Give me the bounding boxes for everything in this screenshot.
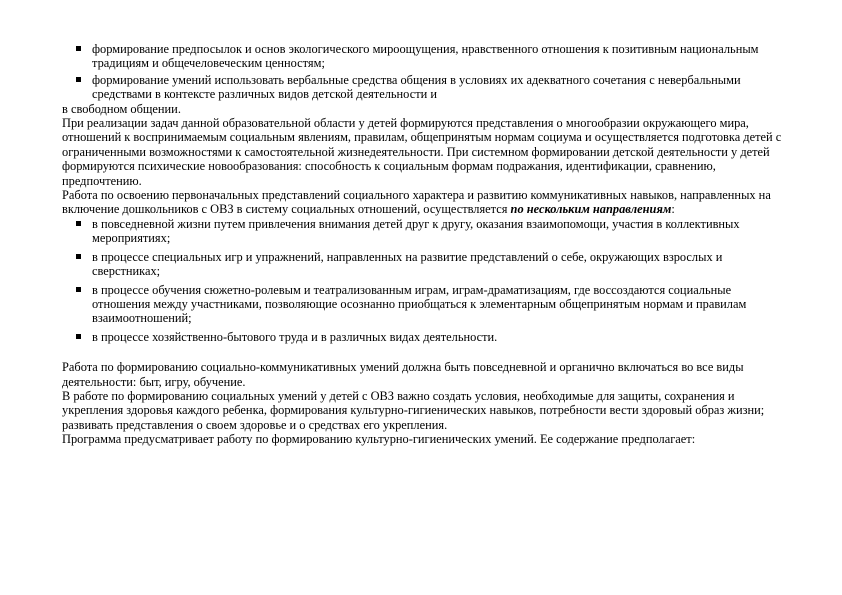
bullet-item (62, 330, 788, 344)
paragraph-health: В работе по формированию социальных умений у детей с ОВЗ важно создать условия, необходимые для защиты, сохранения и укрепления здоровья каждого ребенка, формирования культурно-гигиенических навыков, потребности вести здоровый образ жизни; развивать представления о своем здоровье и о средствах его укрепления. (62, 388, 765, 432)
bullet-item (62, 73, 788, 102)
bullet-text: в процессе хозяйственно-бытового труда и в различных видах деятельности. (92, 329, 498, 344)
bullet-text: формирование предпосылок и основ экологического мироощущения, нравственного отношения к позитивным национальным традициям и общечеловеческим ценностям; (92, 42, 759, 71)
paragraph-text: Работа по освоению первоначальных представлений социального характера и развитию коммуникативных навыков, направленных на включение дошкольников с ОВЗ в систему социальных отношений, осуществляется (62, 188, 771, 217)
emphasis-text: по нескольким направлениям (510, 202, 672, 217)
bullet-text: в повседневной жизни путем привлечения внимания детей друг к другу, оказания взаимопомощи, участия в коллективных мероприятиях; (92, 216, 740, 246)
square-bullet-icon (76, 77, 81, 82)
paragraph-text: : (671, 202, 675, 217)
bullet-text: в процессе специальных игр и упражнений, направленных на развитие представлений о себе, окружающих взрослых и сверстниках; (92, 249, 723, 279)
bullet-text: в процессе обучения сюжетно-ролевым и театрализованным играм, играм-драматизациям, где воссоздаются социальные отношения между участниками, позволяющие осознанно приобщаться к элементарным общепринятым нормам и правилам взаимоотношений; (92, 282, 747, 326)
paragraph-program: Программа предусматривает работу по формированию культурно-гигиенических умений. Ее содержание предполагает: (62, 432, 696, 447)
bullet-item (62, 42, 788, 71)
bullet-item (62, 283, 788, 326)
square-bullet-icon (76, 334, 81, 339)
blank-line (62, 344, 788, 360)
square-bullet-icon (76, 254, 81, 259)
bullet-item (62, 250, 788, 279)
square-bullet-icon (76, 46, 81, 51)
paragraph-continuation: в свободном общении. (62, 101, 181, 116)
paragraph-realization: При реализации задач данной образовательной области у детей формируются представления о многообразии окружающего мира, отношений к воспринимаемым социальным явлениям, правилам, общепринятым нормам социума и осуществляется подготовка детей с ограниченными возможностями к самостоятельной жизнедеятельности. При системном формировании детской деятельности у детей формируются психические новообразования: способность к социальным формам подражания, идентификации, сравнению, предпочтению. (62, 116, 782, 188)
square-bullet-icon (76, 221, 81, 226)
paragraph-work-directions (62, 188, 788, 217)
document-page (62, 42, 788, 447)
bullet-text: формирование умений использовать вербальные средства общения в условиях их адекватного сочетания с невербальными средствами в контексте различных видов детской деятельности и (92, 72, 741, 102)
paragraph-daily: Работа по формированию социально-коммуникативных умений должна быть повседневной и органично включаться во все виды деятельности: быт, игру, обучение. (62, 360, 744, 389)
bullet-item (62, 217, 788, 246)
square-bullet-icon (76, 287, 81, 292)
